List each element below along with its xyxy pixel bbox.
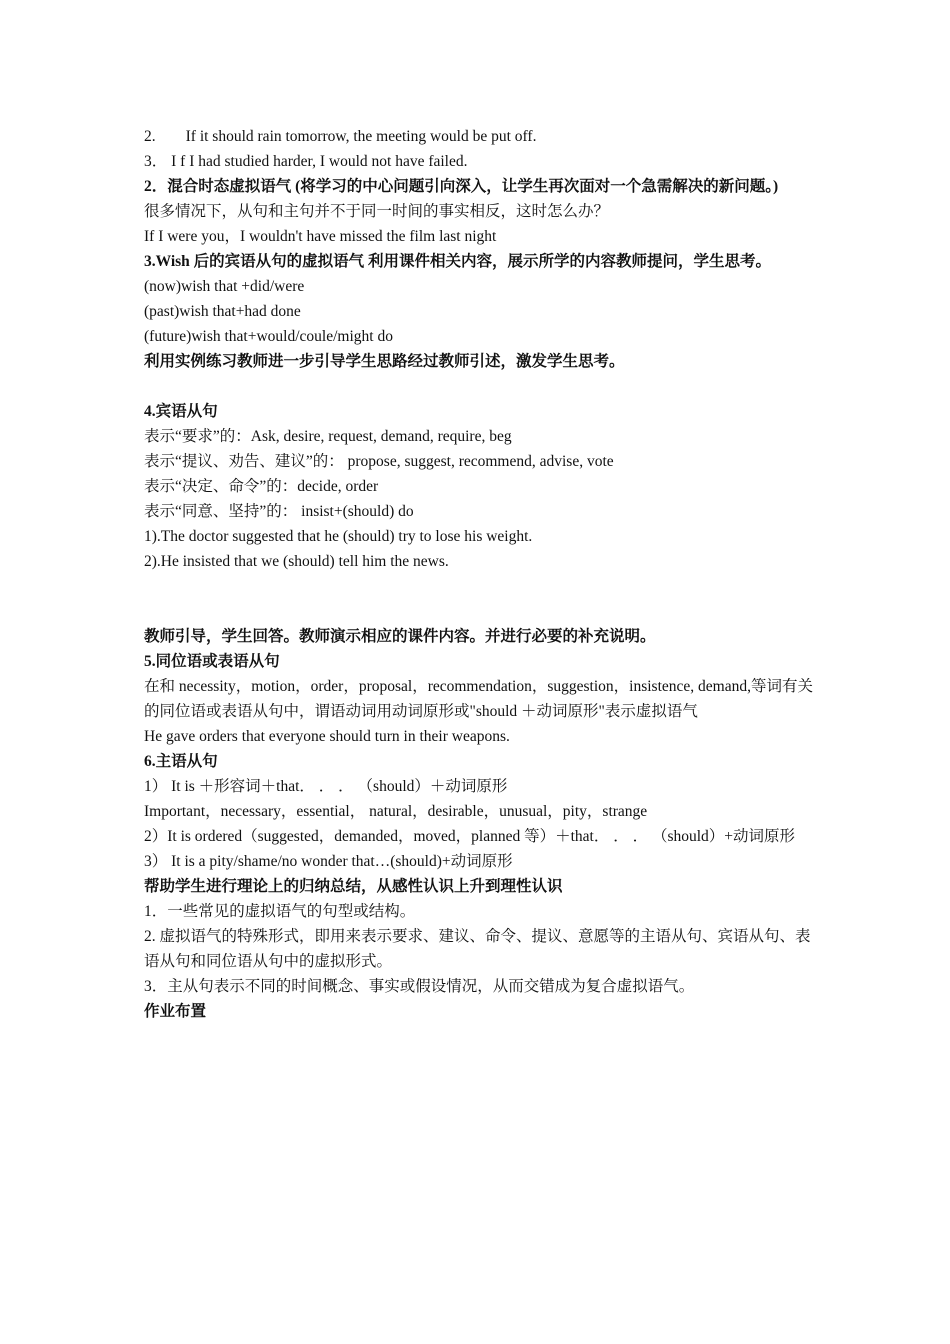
verbs-suggest: 表示“提议、劝告、建议”的： propose, suggest, recommend, advise, vote [144, 453, 614, 470]
heading-summary: 帮助学生进行理论上的归纳总结，从感性认识上升到理性认识 [144, 878, 563, 895]
example-doctor: 1).The doctor suggested that he (should) try to lose his weight. [144, 528, 533, 545]
wish-future: (future)wish that+would/coule/might do [144, 328, 393, 345]
document-body [144, 124, 824, 1024]
heading-wish: 3.Wish 后的宾语从句的虚拟语气 利用课件相关内容，展示所学的内容教师提问，学生思考。 [144, 253, 772, 270]
example-insisted: 2).He insisted that we (should) tell him the news. [144, 553, 449, 570]
heading-teacher-guide: 教师引导，学生回答。教师演示相应的课件内容。并进行必要的补充说明。 [144, 628, 656, 645]
example-mixed: If I were you，I wouldn't have missed the film last night [144, 228, 497, 245]
heading-homework: 作业布置 [144, 1003, 207, 1020]
summary-3: 3．主从句表示不同的时间概念、事实或假设情况，从而交错成为复合虚拟语气。 [144, 978, 695, 995]
verbs-decide: 表示“决定、命令”的：decide, order [144, 478, 379, 495]
sentence-2-number: 2. [144, 128, 156, 145]
subject-pattern-2: 2）It is ordered（suggested，demanded，moved，planned 等）＋that． ． ． （should）+动词原形 [144, 828, 796, 845]
verbs-insist: 表示“同意、坚持”的： insist+(should) do [144, 503, 414, 520]
heading-appositive: 5.同位语或表语从句 [144, 653, 280, 670]
wish-now: (now)wish that +did/were [144, 278, 305, 295]
sentence-3: 3． I f I had studied harder, I would not have failed. [144, 153, 468, 170]
summary-1: 1．一些常见的虚拟语气的句型或结构。 [144, 903, 416, 920]
appositive-explanation: 在和 necessity，motion，order，proposal，recommendation，suggestion，insistence, demand,等词有关的同位语或表语从句中，谓语动词用动词原形或"should ＋动词原形"表示虚拟语气 [144, 678, 813, 720]
question-line: 很多情况下，从句和主句并不于同一时间的事实相反，这时怎么办？ [144, 203, 610, 220]
adjective-list: Important，necessary，essential， natural，desirable，unusual，pity，strange [144, 803, 648, 820]
example-orders: He gave orders that everyone should turn in their weapons. [144, 728, 510, 745]
heading-object-clause: 4.宾语从句 [144, 403, 218, 420]
heading-subject-clause: 6.主语从句 [144, 753, 218, 770]
subject-pattern-1: 1） It is ＋形容词＋that． ． ． （should）＋动词原形 [144, 778, 508, 795]
summary-2: 2. 虚拟语气的特殊形式，即用来表示要求、建议、命令、提议、意愿等的主语从句、宾语从句、表语从句和同位语从句中的虚拟形式。 [144, 928, 811, 970]
heading-practice: 利用实例练习教师进一步引导学生思路经过教师引述，激发学生思考。 [144, 353, 625, 370]
verbs-request: 表示“要求”的：Ask, desire, request, demand, require, beg [144, 428, 512, 445]
sentence-2 [144, 124, 824, 149]
heading-mixed-tense: 2．混合时态虚拟语气 (将学习的中心问题引向深入，让学生再次面对一个急需解决的新问题。) [144, 178, 779, 195]
wish-past: (past)wish that+had done [144, 303, 301, 320]
sentence-2-text: If it should rain tomorrow, the meeting would be put off. [185, 128, 537, 145]
subject-pattern-3: 3） It is a pity/shame/no wonder that…(should)+动词原形 [144, 853, 513, 870]
